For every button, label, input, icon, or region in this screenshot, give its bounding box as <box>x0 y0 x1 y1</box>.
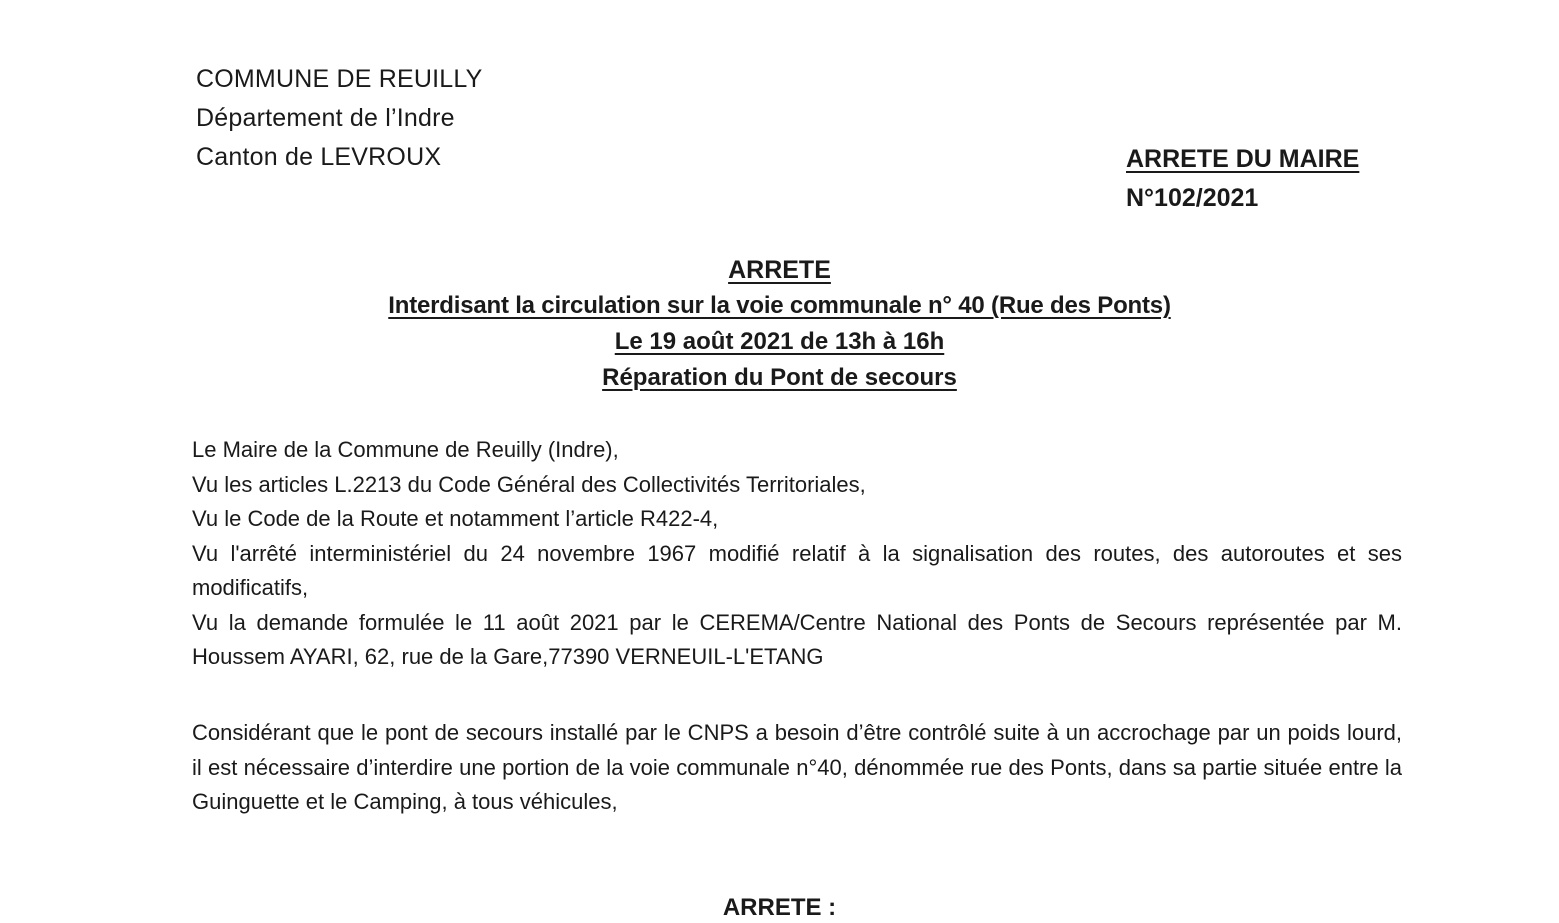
visa-line: Vu les articles L.2213 du Code Général des Collectivités Territoriales, <box>192 471 866 497</box>
considerant-paragraph: Considérant que le pont de secours installé par le CNPS a besoin d’être contrôlé suite à un accrochage par un poids lourd, il est nécessaire d’interdire une portion de la voie communale n°40, dénommée rue des Ponts, dans sa partie située entre la Guinguette et le Camping, à tous véhicules, <box>192 720 1402 814</box>
commune-name: COMMUNE DE REUILLY <box>196 65 483 93</box>
decree-date: Le 19 août 2021 de 13h à 16h <box>614 328 945 355</box>
decree-subject: Interdisant la circulation sur la voie communale n° 40 (Rue des Ponts) <box>388 292 1171 319</box>
visa-line: Vu la demande formulée le 11 août 2021 par le CEREMA/Centre National des Ponts de Secours représentée par M. Houssem AYARI, 62, rue de la Gare,77390 VERNEUIL-L'ETANG <box>192 609 1402 669</box>
department-name: Département de l’Indre <box>196 104 455 132</box>
decree-title-block <box>0 252 1559 396</box>
decree-reference <box>1126 140 1359 218</box>
decree-reason: Réparation du Pont de secours <box>602 364 957 391</box>
commune-header <box>196 60 483 177</box>
considerant-section <box>192 716 1402 820</box>
decree-type: ARRETE DU MAIRE <box>1126 145 1360 173</box>
decree-number: N°102/2021 <box>1126 184 1259 212</box>
visa-line: Le Maire de la Commune de Reuilly (Indre), <box>192 437 619 462</box>
visa-line: Vu le Code de la Route et notamment l’article R422-4, <box>192 506 719 531</box>
decision-heading: ARRETE : <box>722 894 837 921</box>
decree-heading: ARRETE <box>728 256 831 284</box>
visa-line: Vu l'arrêté interministériel du 24 novembre 1967 modifié relatif à la signalisation des routes, des autoroutes et ses modificatifs, <box>192 540 1402 600</box>
visas-section <box>192 433 1402 675</box>
canton-name: Canton de LEVROUX <box>196 143 442 171</box>
